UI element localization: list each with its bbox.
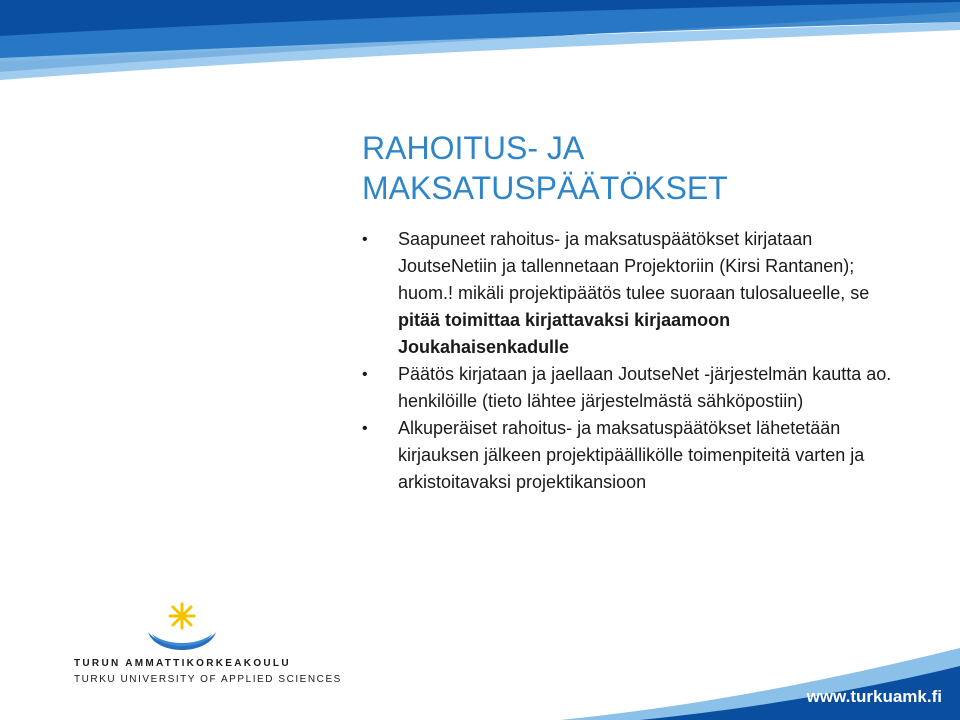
top-swoosh-decoration <box>0 0 960 90</box>
bullet-2-text: Päätös kirjataan ja jaellaan JoutseNet -järjestelmän kautta ao. henkilöille (tieto lähtee järjestelmästä sähköpostiin) <box>398 364 892 411</box>
bullet-3-text: Alkuperäiset rahoitus- ja maksatuspäätökset lähetetään kirjauksen jälkeen projektipäällikölle toimenpiteitä varten ja arkistoitavaksi projektikansioon <box>398 418 865 492</box>
title-line-2: MAKSATUSPÄÄTÖKSET <box>362 170 728 206</box>
bullet-item-3 <box>362 415 902 496</box>
logo-text-finnish: TURUN AMMATTIKORKEAKOULU <box>74 658 291 669</box>
bottom-swoosh-decoration <box>0 640 960 720</box>
bullet-1-text: Saapuneet rahoitus- ja maksatuspäätökset kirjataan JoutseNetiin ja tallennetaan Projektoriin (Kirsi Rantanen); huom.! mikäli projektipäätös tulee suoraan tulosalueelle, se <box>398 229 870 303</box>
bullet-item-1 <box>362 226 902 361</box>
bullet-list <box>362 226 902 496</box>
logo-text-english: TURKU UNIVERSITY OF APPLIED SCIENCES <box>74 674 342 685</box>
website-url[interactable]: www.turkuamk.fi <box>806 687 942 706</box>
bullet-marker: • <box>362 420 368 437</box>
bullet-item-2 <box>362 361 902 415</box>
title-line-1: RAHOITUS- JA <box>362 130 585 166</box>
slide-title <box>362 128 922 208</box>
bullet-1-bold-text: pitää toimittaa kirjattavaksi kirjaamoon Joukahaisenkadulle <box>398 310 731 357</box>
bullet-marker: • <box>362 366 368 383</box>
bullet-marker: • <box>362 231 368 248</box>
